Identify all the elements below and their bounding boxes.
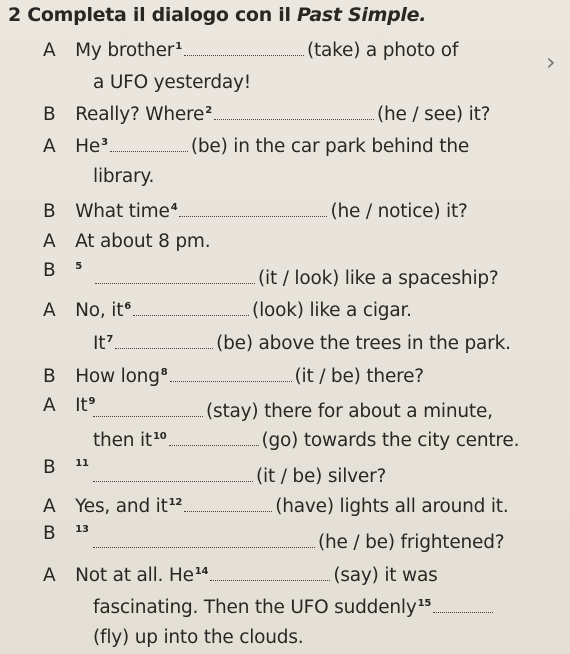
verb-prompt: (he / notice) it?: [330, 201, 468, 222]
verb-prompt: (go) towards the city centre.: [261, 430, 520, 451]
speaker-label: B: [43, 201, 56, 222]
line-text: It: [75, 395, 88, 416]
dialogue-line: [43, 395, 95, 416]
line-text: No, it: [75, 300, 124, 321]
answer-blank[interactable]: [170, 367, 292, 382]
answer-blank[interactable]: [93, 402, 203, 417]
verb-prompt: (be) above the trees in the park.: [216, 333, 511, 354]
verb-prompt: (say) it was: [333, 565, 438, 586]
answer-blank[interactable]: [133, 301, 249, 316]
answer-blank[interactable]: [169, 431, 259, 446]
dialogue-line: [43, 300, 412, 321]
verb-prompt: (take) a photo of: [306, 40, 459, 61]
answer-blank[interactable]: [184, 41, 304, 56]
chevron-right-icon: ›: [546, 48, 556, 76]
dialogue-line: [43, 201, 468, 222]
verb-prompt: (he / be) frightened?: [318, 532, 505, 553]
line-text: What time: [75, 201, 170, 222]
blank-number: 8: [160, 366, 168, 378]
blank-number: 15: [417, 597, 432, 609]
blank-number: 2: [205, 104, 213, 116]
blank-number: 14: [194, 565, 209, 577]
speaker-label: A: [43, 395, 56, 416]
dialogue-line: [93, 627, 303, 648]
line-text: It: [93, 333, 106, 354]
dialogue-line: [93, 401, 493, 422]
answer-blank[interactable]: [184, 497, 272, 512]
dialogue-line: [93, 268, 499, 289]
verb-prompt: (stay) there for about a minute,: [206, 401, 493, 422]
dialogue-line: [43, 231, 210, 252]
speaker-label: B: [43, 366, 56, 387]
dialogue-line: [93, 466, 386, 487]
blank-number: 9: [88, 395, 96, 407]
verb-prompt: (he / see) it?: [377, 104, 491, 125]
dialogue-line: [43, 260, 82, 281]
verb-prompt: (it / be) there?: [294, 366, 424, 387]
speaker-label: A: [43, 136, 56, 157]
answer-blank[interactable]: [110, 137, 188, 152]
speaker-label: A: [43, 565, 56, 586]
exercise-title-lead: Completa il dialogo con il: [27, 4, 291, 26]
exercise-number: 2: [8, 4, 21, 26]
dialogue-line: [43, 457, 89, 478]
dialogue-line: [43, 366, 424, 387]
speaker-label: B: [43, 260, 56, 281]
verb-prompt: (be) in the car park behind the: [190, 136, 470, 157]
verb-prompt: (look) like a cigar.: [252, 300, 412, 321]
dialogue-line: [93, 597, 496, 618]
speaker-label: A: [43, 496, 56, 517]
dialogue-line: [43, 136, 469, 157]
answer-blank[interactable]: [93, 533, 315, 548]
line-text: Really? Where: [75, 104, 205, 125]
dialogue-line: [93, 430, 519, 451]
line-text: My brother: [75, 40, 175, 61]
dialogue-line: [43, 496, 509, 517]
speaker-label: A: [43, 40, 56, 61]
line-text: Not at all. He: [75, 565, 194, 586]
answer-blank[interactable]: [433, 598, 493, 613]
answer-blank[interactable]: [95, 269, 255, 284]
line-text: then it: [93, 430, 152, 451]
blank-number: 11: [75, 457, 89, 469]
blank-number: 13: [75, 523, 89, 535]
blank-number: 5: [75, 260, 82, 272]
speaker-label: B: [43, 104, 56, 125]
speaker-label: A: [43, 231, 56, 252]
answer-blank[interactable]: [93, 467, 253, 482]
blank-number: 7: [106, 333, 114, 345]
dialogue-line: [93, 532, 504, 553]
dialogue-line: [43, 523, 89, 544]
answer-blank[interactable]: [214, 105, 374, 120]
exercise-title: [8, 4, 426, 26]
speaker-label: B: [43, 457, 56, 478]
answer-blank[interactable]: [179, 202, 327, 217]
dialogue-line: [43, 565, 438, 586]
line-text: fascinating. Then the UFO suddenly: [93, 597, 417, 618]
dialogue-line: [43, 40, 458, 61]
line-text: Yes, and it: [75, 496, 168, 517]
exercise-title-emphasis: Past Simple.: [296, 4, 427, 26]
answer-blank[interactable]: [115, 334, 213, 349]
verb-prompt: (have) lights all around it.: [275, 496, 509, 517]
speaker-label: B: [43, 523, 56, 544]
line-text: (fly) up into the clouds.: [93, 627, 304, 648]
line-text: How long: [75, 366, 160, 387]
line-text: a UFO yesterday!: [93, 72, 251, 93]
speaker-label: A: [43, 300, 56, 321]
blank-number: 1: [175, 40, 182, 52]
blank-number: 3: [101, 136, 108, 148]
blank-number: 4: [170, 201, 178, 213]
dialogue-line: [93, 166, 154, 187]
line-text: library.: [93, 166, 155, 187]
line-text: He: [75, 136, 101, 157]
answer-blank[interactable]: [210, 566, 330, 581]
blank-number: 6: [124, 300, 132, 312]
verb-prompt: (it / be) silver?: [256, 466, 387, 487]
line-text: At about 8 pm.: [75, 231, 211, 252]
dialogue-line: [93, 72, 251, 93]
dialogue-line: [93, 333, 511, 354]
blank-number: 10: [152, 430, 167, 442]
dialogue-line: [43, 104, 490, 125]
verb-prompt: (it / look) like a spaceship?: [258, 268, 499, 289]
blank-number: 12: [168, 496, 183, 508]
